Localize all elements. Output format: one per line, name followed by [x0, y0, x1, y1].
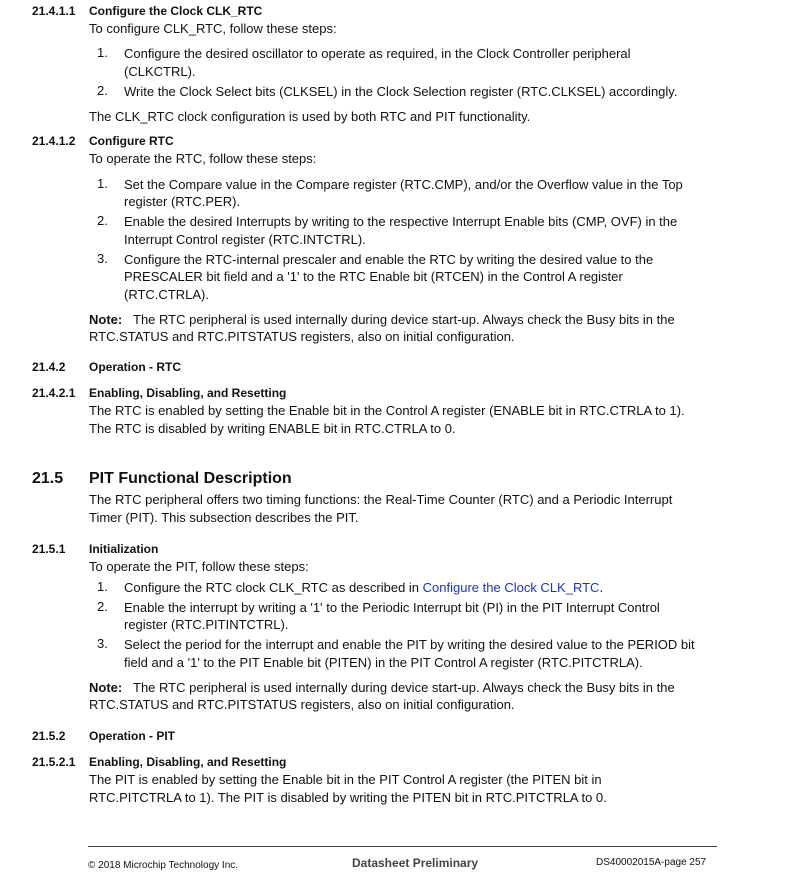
list-number: 2. [97, 83, 108, 98]
section-title-enabling-pit: Enabling, Disabling, and Resetting [89, 755, 287, 769]
section-number-21-4-2: 21.4.2 [32, 360, 66, 374]
configure-clock-link[interactable]: Configure the Clock CLK_RTC [422, 580, 600, 595]
note-text: The RTC peripheral is used internally during device start-up. Always check the Busy bits in the [133, 312, 675, 327]
list-item-text: Enable the desired Interrupts by writing to the respective Interrupt Enable bits (CMP, OVF) in the [124, 214, 678, 229]
footer-center-title: Datasheet Preliminary [352, 856, 479, 870]
footer-divider [88, 846, 717, 847]
list-item-text: Interrupt Control register (RTC.INTCTRL). [124, 232, 366, 247]
list-item-text: (CLKCTRL). [124, 64, 196, 79]
list-number: 1. [97, 579, 108, 594]
intro-text: To configure CLK_RTC, follow these steps: [89, 21, 337, 36]
list-item-text: Configure the desired oscillator to operate as required, in the Clock Controller peripheral [124, 46, 631, 61]
list-number: 3. [97, 636, 108, 651]
footer-page-number: DS40002015A-page 257 [596, 857, 707, 868]
paragraph-text: The RTC is enabled by setting the Enable bit in the Control A register (ENABLE bit in RTC.CTRLA to 1). [89, 403, 685, 418]
list-item-prefix: Configure the RTC clock CLK_RTC as described in [124, 580, 423, 595]
note-text: RTC.STATUS and RTC.PITSTATUS registers, also on initial configuration. [89, 329, 515, 344]
paragraph-text: The RTC peripheral offers two timing functions: the Real-Time Counter (RTC) and a Periodic Interrupt [89, 492, 673, 507]
section-number-21-5-1: 21.5.1 [32, 542, 66, 556]
paragraph-text: The RTC is disabled by writing ENABLE bit in RTC.CTRLA to 0. [89, 421, 456, 436]
section-number-21-5-2-1: 21.5.2.1 [32, 755, 76, 769]
list-item-text: field and a '1' to the PIT Enable bit (PITEN) in the PIT Control A register (RTC.PITCTRLA). [124, 655, 643, 670]
list-item-text: Set the Compare value in the Compare register (RTC.CMP), and/or the Overflow value in the Top [124, 177, 683, 192]
section-title-initialization: Initialization [89, 542, 159, 556]
list-number: 2. [97, 213, 108, 228]
list-number: 1. [97, 176, 108, 191]
list-item-text [124, 579, 603, 597]
note-label: Note: [89, 680, 123, 695]
intro-text: To operate the RTC, follow these steps: [89, 151, 317, 166]
paragraph-text: Timer (PIT). This subsection describes the PIT. [89, 510, 359, 525]
list-item-text: Enable the interrupt by writing a '1' to the Periodic Interrupt bit (PI) in the PIT Interrupt Control [124, 600, 660, 615]
paragraph-text: The CLK_RTC clock configuration is used by both RTC and PIT functionality. [89, 109, 531, 124]
section-title-configure-clock: Configure the Clock CLK_RTC [89, 4, 263, 18]
list-item-text: PRESCALER bit field and a '1' to the RTC Enable bit (RTCEN) in the Control A register [124, 269, 623, 284]
list-item-text: (RTC.CTRLA). [124, 287, 209, 302]
list-item-text: Configure the RTC-internal prescaler and enable the RTC by writing the desired value to the [124, 252, 654, 267]
paragraph-text: The PIT is enabled by setting the Enable bit in the PIT Control A register (the PITEN bit in [89, 772, 602, 787]
section-title-operation-rtc: Operation - RTC [89, 360, 181, 374]
intro-text: To operate the PIT, follow these steps: [89, 559, 309, 574]
paragraph-text: RTC.PITCTRLA to 1). The PIT is disabled by writing the PITEN bit in RTC.PITCTRLA to 0. [89, 790, 607, 805]
list-number: 1. [97, 45, 108, 60]
list-item-text: register (RTC.PITINTCTRL). [124, 617, 289, 632]
note-text: RTC.STATUS and RTC.PITSTATUS registers, also on initial configuration. [89, 697, 515, 712]
list-number: 3. [97, 251, 108, 266]
list-item-text: Select the period for the interrupt and enable the PIT by writing the desired value to the PERIOD bit [124, 637, 695, 652]
list-item-suffix: . [599, 580, 604, 595]
section-number-21-4-2-1: 21.4.2.1 [32, 386, 76, 400]
list-number: 2. [97, 599, 108, 614]
note-text: The RTC peripheral is used internally during device start-up. Always check the Busy bits in the [133, 680, 675, 695]
section-title-enabling-rtc: Enabling, Disabling, and Resetting [89, 386, 287, 400]
note-label: Note: [89, 312, 123, 327]
section-number-21-5-2: 21.5.2 [32, 729, 66, 743]
section-title-pit-functional: PIT Functional Description [89, 470, 292, 487]
section-number-21-5: 21.5 [32, 470, 64, 487]
section-title-operation-pit: Operation - PIT [89, 729, 176, 743]
section-number-21-4-1-1: 21.4.1.1 [32, 4, 76, 18]
section-number-21-4-1-2: 21.4.1.2 [32, 134, 76, 148]
section-title-configure-rtc: Configure RTC [89, 134, 174, 148]
list-item-text: register (RTC.PER). [124, 194, 241, 209]
footer-copyright: © 2018 Microchip Technology Inc. [88, 860, 239, 871]
list-item-text: Write the Clock Select bits (CLKSEL) in the Clock Selection register (RTC.CLKSEL) accordingly. [124, 84, 678, 99]
